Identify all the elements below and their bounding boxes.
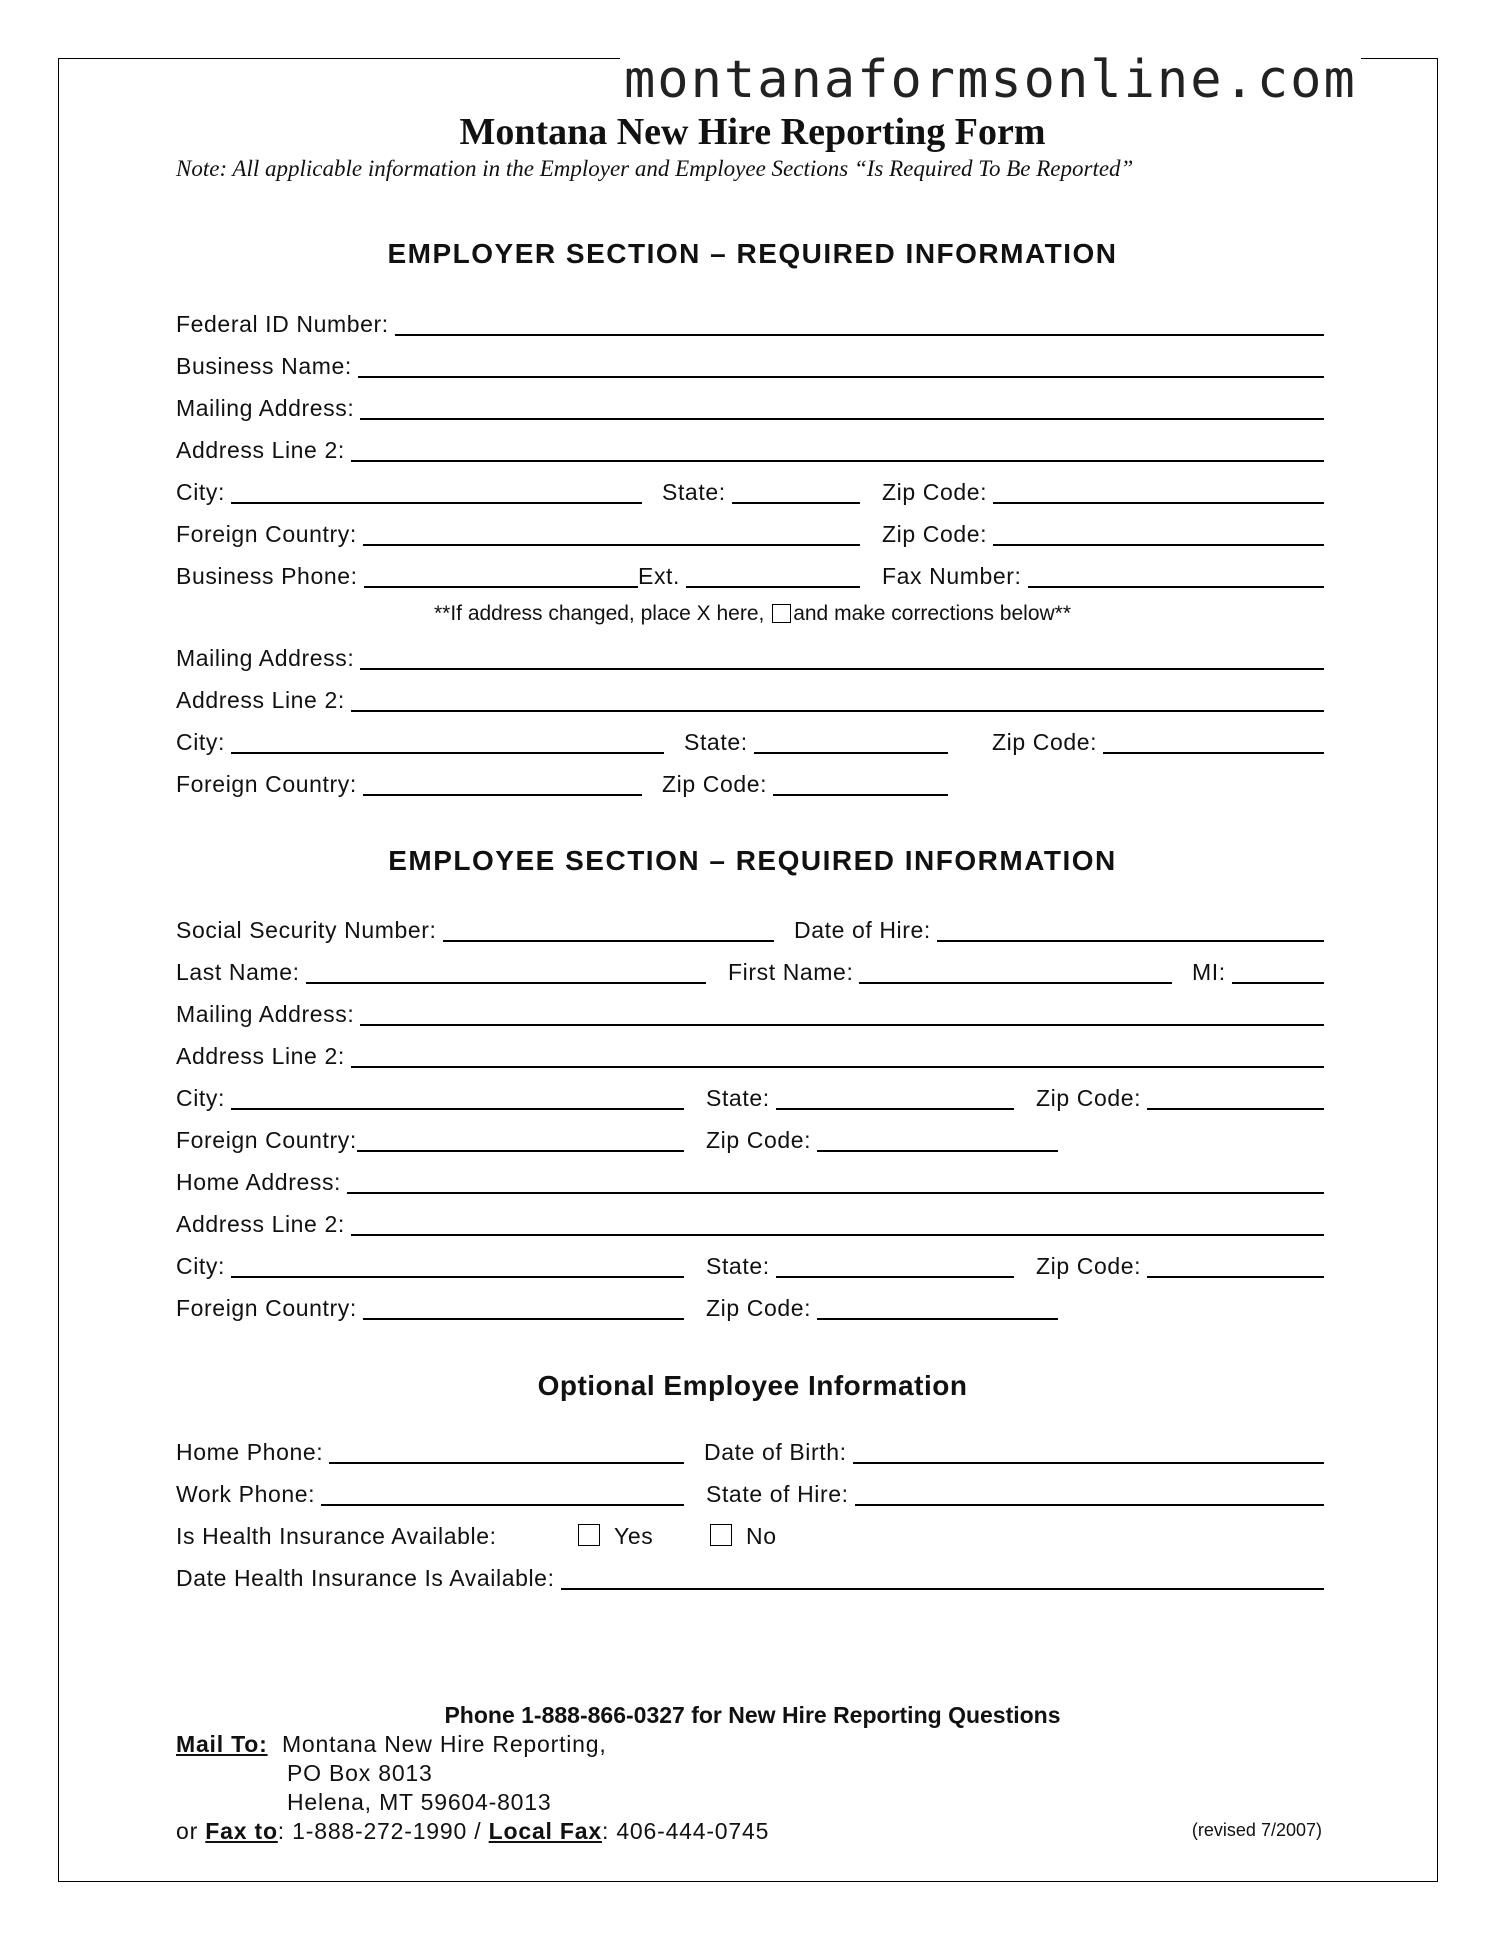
first-name-label: First Name:	[728, 959, 854, 985]
home-phone-label: Home Phone:	[176, 1439, 324, 1465]
date-of-birth-field[interactable]	[853, 1438, 1324, 1464]
business-name-field[interactable]	[358, 352, 1324, 378]
health-date-field[interactable]	[561, 1564, 1324, 1590]
health-insurance-yes-checkbox[interactable]	[578, 1524, 600, 1546]
date-of-hire-field[interactable]	[937, 916, 1324, 942]
mail-to-line	[176, 1731, 607, 1758]
optional-health-insurance-row	[176, 1516, 1324, 1550]
corrected-zip-field[interactable]	[1103, 728, 1324, 754]
health-insurance-label: Is Health Insurance Available:	[176, 1523, 497, 1549]
optional-home-phone-row	[176, 1432, 1324, 1466]
employee-name-row	[176, 952, 1324, 986]
questions-phone-line: Phone 1-888-866-0327 for New Hire Reporting Questions	[444, 1702, 1061, 1728]
home-zip-field[interactable]	[1147, 1252, 1324, 1278]
address-change-notice	[0, 602, 1505, 626]
corrected-state-field[interactable]	[754, 728, 948, 754]
or-text: or	[176, 1818, 199, 1844]
home-foreign-zip-field[interactable]	[817, 1294, 1058, 1320]
home-city-field[interactable]	[231, 1252, 684, 1278]
employer-mailing-address-field[interactable]	[360, 394, 1324, 420]
home-state-field[interactable]	[776, 1252, 1014, 1278]
employee-zip-field[interactable]	[1147, 1084, 1324, 1110]
employee-state-field[interactable]	[776, 1084, 1014, 1110]
employer-address-line2-row	[176, 430, 1324, 464]
employee-ssn-row	[176, 910, 1324, 944]
employer-zip-label: Zip Code:	[882, 479, 988, 505]
employee-foreign-country-row	[176, 1120, 1324, 1154]
employer-city-field[interactable]	[231, 478, 642, 504]
employee-zip-label: Zip Code:	[1036, 1085, 1142, 1111]
state-of-hire-label: State of Hire:	[706, 1481, 849, 1507]
corrected-foreign-country-row	[176, 764, 1324, 798]
employer-mailing-address-row	[176, 388, 1324, 422]
employer-foreign-zip-field[interactable]	[993, 520, 1324, 546]
home-city-label: City:	[176, 1253, 225, 1279]
business-phone-label: Business Phone:	[176, 563, 358, 589]
mail-line2: PO Box 8013	[287, 1760, 433, 1786]
home-address-label: Home Address:	[176, 1169, 342, 1195]
employee-address-line2-label: Address Line 2:	[176, 1043, 345, 1069]
employee-foreign-zip-field[interactable]	[817, 1126, 1058, 1152]
employee-address-line2-row	[176, 1036, 1324, 1070]
employer-business-name-row	[176, 346, 1324, 380]
corrected-foreign-zip-field[interactable]	[773, 770, 948, 796]
employee-foreign-country-field[interactable]	[357, 1126, 684, 1152]
employer-mailing-address-label: Mailing Address:	[176, 395, 355, 421]
home-foreign-country-label: Foreign Country:	[176, 1295, 357, 1321]
mi-label: MI:	[1192, 959, 1226, 985]
corrected-state-label: State:	[684, 729, 748, 755]
yes-label: Yes	[614, 1523, 654, 1549]
corrected-city-label: City:	[176, 729, 225, 755]
first-name-field[interactable]	[859, 958, 1172, 984]
home-foreign-country-field[interactable]	[363, 1294, 684, 1320]
employer-foreign-zip-label: Zip Code:	[882, 521, 988, 547]
fax-to-label: Fax to	[205, 1818, 278, 1844]
employer-phone-row	[176, 556, 1324, 590]
mail-line3: Helena, MT 59604-8013	[287, 1789, 552, 1815]
home-address-line2-label: Address Line 2:	[176, 1211, 345, 1237]
employee-section-heading: EMPLOYEE SECTION – REQUIRED INFORMATION	[388, 845, 1117, 876]
work-phone-label: Work Phone:	[176, 1481, 316, 1507]
employee-city-label: City:	[176, 1085, 225, 1111]
employer-state-label: State:	[662, 479, 726, 505]
watermark: montanaformsonline.com	[620, 50, 1361, 110]
employer-city-state-zip-row	[176, 472, 1324, 506]
home-state-label: State:	[706, 1253, 770, 1279]
employer-city-label: City:	[176, 479, 225, 505]
no-label: No	[746, 1523, 777, 1549]
employee-state-label: State:	[706, 1085, 770, 1111]
fax-line	[176, 1818, 769, 1845]
employee-mailing-address-label: Mailing Address:	[176, 1001, 355, 1027]
state-of-hire-field[interactable]	[855, 1480, 1324, 1506]
fax-number-label: Fax Number:	[882, 563, 1022, 589]
federal-id-field[interactable]	[395, 310, 1324, 336]
date-of-hire-label: Date of Hire:	[794, 917, 931, 943]
form-title: Montana New Hire Reporting Form	[459, 111, 1046, 153]
corrected-foreign-country-label: Foreign Country:	[176, 771, 357, 797]
corrected-city-field[interactable]	[231, 728, 664, 754]
employee-address-line2-field[interactable]	[351, 1042, 1324, 1068]
corrected-mailing-address-row	[176, 638, 1324, 672]
corrected-city-state-zip-row	[176, 722, 1324, 756]
ext-field[interactable]	[686, 562, 860, 588]
employee-foreign-country-label: Foreign Country:	[176, 1127, 357, 1153]
health-insurance-no-option[interactable]	[708, 1516, 777, 1550]
employer-section-heading: EMPLOYER SECTION – REQUIRED INFORMATION	[387, 238, 1118, 269]
employee-foreign-zip-label: Zip Code:	[706, 1127, 812, 1153]
ext-label: Ext.	[638, 563, 681, 589]
employee-city-field[interactable]	[231, 1084, 684, 1110]
date-of-birth-label: Date of Birth:	[704, 1439, 847, 1465]
optional-health-date-row	[176, 1558, 1324, 1592]
ssn-field[interactable]	[443, 916, 775, 942]
optional-section-heading: Optional Employee Information	[537, 1370, 968, 1401]
home-zip-label: Zip Code:	[1036, 1253, 1142, 1279]
last-name-field[interactable]	[306, 958, 706, 984]
address-change-notice-pre: **If address changed, place X here,	[433, 602, 765, 625]
work-phone-field[interactable]	[321, 1480, 684, 1506]
home-foreign-zip-label: Zip Code:	[706, 1295, 812, 1321]
corrected-address-line2-field[interactable]	[351, 686, 1324, 712]
local-fax-number: : 406-444-0745	[601, 1818, 770, 1844]
federal-id-label: Federal ID Number:	[176, 311, 389, 337]
corrected-address-line2-label: Address Line 2:	[176, 687, 345, 713]
optional-work-phone-row	[176, 1474, 1324, 1508]
home-address-field[interactable]	[347, 1168, 1324, 1194]
employer-address-line2-field[interactable]	[351, 436, 1324, 462]
mail-line1: Montana New Hire Reporting,	[281, 1731, 607, 1757]
employee-mailing-address-row	[176, 994, 1324, 1028]
revision-date: (revised 7/2007)	[1191, 1820, 1322, 1840]
employer-federal-id-row	[176, 304, 1324, 338]
employer-address-line2-label: Address Line 2:	[176, 437, 345, 463]
corrected-foreign-country-field[interactable]	[363, 770, 642, 796]
mi-field[interactable]	[1232, 958, 1324, 984]
employee-home-address-line2-row	[176, 1204, 1324, 1238]
ssn-label: Social Security Number:	[176, 917, 437, 943]
last-name-label: Last Name:	[176, 959, 300, 985]
corrected-foreign-zip-label: Zip Code:	[662, 771, 768, 797]
employee-home-foreign-country-row	[176, 1288, 1324, 1322]
employee-home-address-row	[176, 1162, 1324, 1196]
employer-foreign-country-field[interactable]	[363, 520, 860, 546]
address-change-notice-post: and make corrections below**	[793, 602, 1072, 625]
fax-to-number: : 1-888-272-1990 /	[277, 1818, 482, 1844]
employee-mailing-address-field[interactable]	[360, 1000, 1324, 1026]
corrected-zip-label: Zip Code:	[992, 729, 1098, 755]
corrected-address-line2-row	[176, 680, 1324, 714]
corrected-mailing-address-field[interactable]	[360, 644, 1324, 670]
health-date-label: Date Health Insurance Is Available:	[176, 1565, 555, 1591]
employer-state-field[interactable]	[732, 478, 860, 504]
employer-foreign-country-row	[176, 514, 1324, 548]
corrected-mailing-address-label: Mailing Address:	[176, 645, 355, 671]
health-insurance-no-checkbox[interactable]	[710, 1524, 732, 1546]
address-changed-checkbox[interactable]	[772, 604, 791, 623]
health-insurance-yes-option[interactable]	[576, 1516, 653, 1550]
employer-zip-field[interactable]	[993, 478, 1324, 504]
local-fax-label: Local Fax	[488, 1818, 602, 1844]
employee-city-state-zip-row	[176, 1078, 1324, 1112]
mail-to-label: Mail To:	[176, 1731, 268, 1757]
employee-home-city-state-zip-row	[176, 1246, 1324, 1280]
home-phone-field[interactable]	[329, 1438, 684, 1464]
fax-number-field[interactable]	[1028, 562, 1324, 588]
home-address-line2-field[interactable]	[351, 1210, 1324, 1236]
business-phone-field[interactable]	[364, 562, 638, 588]
employer-foreign-country-label: Foreign Country:	[176, 521, 357, 547]
required-note: Note: All applicable information in the Employer and Employee Sections “Is Required To Be Reported”	[176, 156, 1134, 181]
business-name-label: Business Name:	[176, 353, 352, 379]
